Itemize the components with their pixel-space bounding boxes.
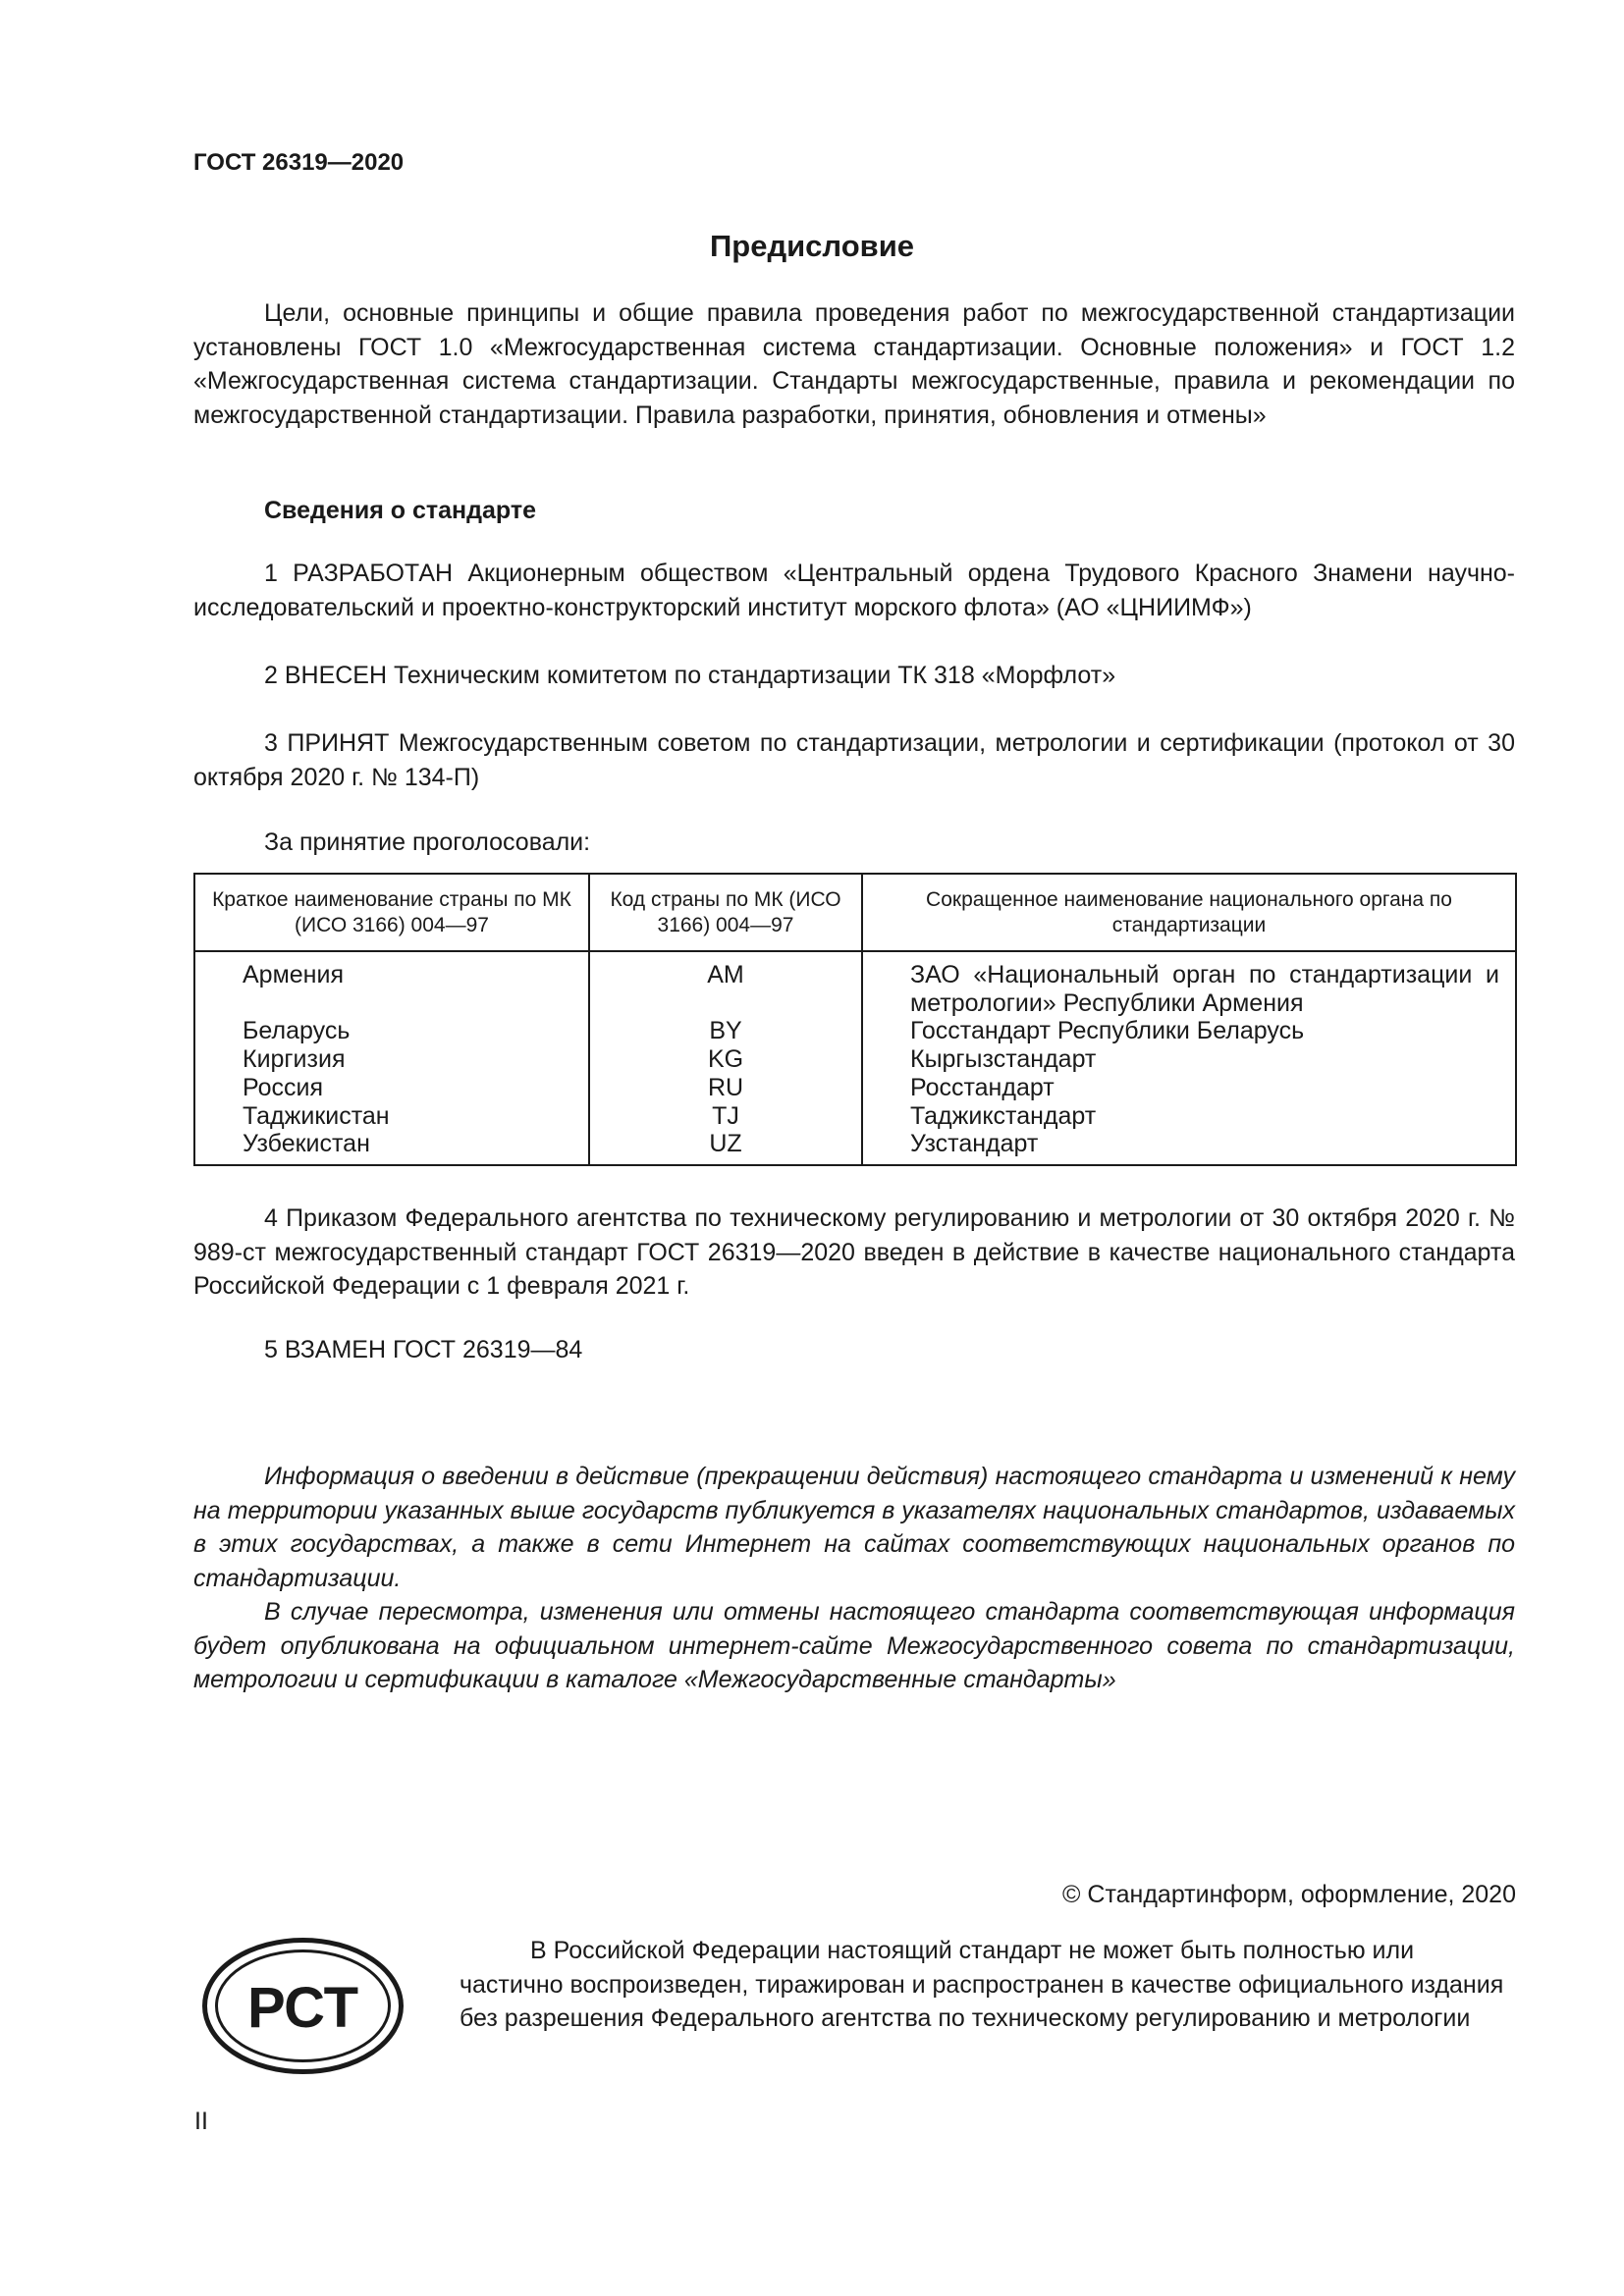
table-row	[194, 951, 1516, 1017]
code-cell: BY	[589, 1017, 862, 1045]
body-cell: Таджикстандарт	[910, 1101, 1097, 1130]
country-cell: Таджикистан	[194, 1102, 589, 1131]
intro-paragraph: Цели, основные принципы и общие правила проведения работ по межгосударственной стандартизации установлены ГОСТ 1.0 «Межгосударственная система стандартизации. Основные положения» и ГОСТ 1.2 «Межгосударственная система стандартизации. Стандарты межгосударственные, правила и рекомендации по межгосударственной стандартизации. Правила разработки, принятия, обновления и отмены»	[193, 299, 1515, 429]
rst-logo	[201, 1937, 405, 2075]
item-developed: 1 РАЗРАБОТАН Акционерным обществом «Центральный ордена Трудового Красного Знамени научно-исследовательский и проектно-конструкторский институт морского флота» (АО «ЦНИИМФ»)	[193, 560, 1515, 621]
page-number: II	[194, 2108, 208, 2135]
code-cell: AM	[589, 951, 862, 1017]
table-row	[194, 1017, 1516, 1045]
notice-paragraph-2: В случае пересмотра, изменения или отмены настоящего стандарта соответствующая информация будет опубликована на официальном интернет-сайте Межгосударственного совета по стандартизации, метрологии и сертификации в каталоге «Межгосударственные стандарты»	[193, 1598, 1515, 1693]
item-enacted: 4 Приказом Федерального агентства по техническому регулированию и метрологии от 30 октября 2020 г. № 989-ст межгосударственный стандарт ГОСТ 26319—2020 введен в действие в качестве национального стандарта Российской Федерации с 1 февраля 2021 г.	[193, 1204, 1515, 1300]
header-country: Краткое наименование страны по МК (ИСО 3166) 004—97	[194, 874, 589, 951]
header-code: Код страны по МК (ИСО 3166) 004—97	[589, 874, 862, 951]
voting-table	[193, 873, 1517, 1166]
body-cell: Росстандарт	[910, 1073, 1055, 1101]
page-title: Предисловие	[709, 229, 914, 263]
table-row	[194, 1102, 1516, 1131]
rights-notice: В Российской Федерации настоящий стандарт не может быть полностью или частично воспроизведен, тиражирован и распространен в качестве официального издания без разрешения Федерального агентства по техническому регулированию и метрологии	[460, 1937, 1504, 2032]
header-body: Сокращенное наименование национального органа по стандартизации	[862, 874, 1516, 951]
body-cell: Госстандарт Республики Беларусь	[910, 1017, 1305, 1045]
notice-paragraph-1: Информация о введении в действие (прекращении действия) настоящего стандарта и изменений к нему на территории указанных выше государств публикуется в указателях национальных стандартов, издаваемых в этих государствах, а также в сети Интернет на сайтах соответствующих национальных органов по стандартизации.	[193, 1463, 1515, 1592]
body-cell: Узстандарт	[910, 1130, 1039, 1158]
code-cell: UZ	[589, 1130, 862, 1165]
voted-label: За принятие проголосовали:	[264, 828, 591, 856]
standard-code: ГОСТ 26319—2020	[193, 149, 405, 176]
item-submitted: 2 ВНЕСЕН Техническим комитетом по стандартизации ТК 318 «Морфлот»	[264, 662, 1116, 689]
country-cell: Беларусь	[194, 1017, 589, 1045]
body-cell: Кыргызстандарт	[910, 1045, 1097, 1074]
table-row	[194, 1074, 1516, 1102]
country-cell: Россия	[194, 1074, 589, 1102]
country-cell: Киргизия	[194, 1045, 589, 1074]
country-cell: Узбекистан	[194, 1130, 589, 1165]
logo-text: РСТ	[246, 1976, 359, 2040]
code-cell: RU	[589, 1074, 862, 1102]
table-row	[194, 1045, 1516, 1074]
item-adopted: 3 ПРИНЯТ Межгосударственным советом по стандартизации, метрологии и сертификации (протокол от 30 октября 2020 г. № 134-П)	[193, 729, 1515, 791]
code-cell: KG	[589, 1045, 862, 1074]
info-title: Сведения о стандарте	[264, 497, 537, 524]
item-replaces: 5 ВЗАМЕН ГОСТ 26319—84	[264, 1336, 583, 1363]
table-row	[194, 1130, 1516, 1165]
country-cell: Армения	[194, 951, 589, 1017]
code-cell: TJ	[589, 1102, 862, 1131]
copyright-line: © Стандартинформ, оформление, 2020	[1062, 1881, 1516, 1908]
body-cell: ЗАО «Национальный орган по стандартизации и метрологии» Республики Армения	[910, 961, 1499, 1017]
